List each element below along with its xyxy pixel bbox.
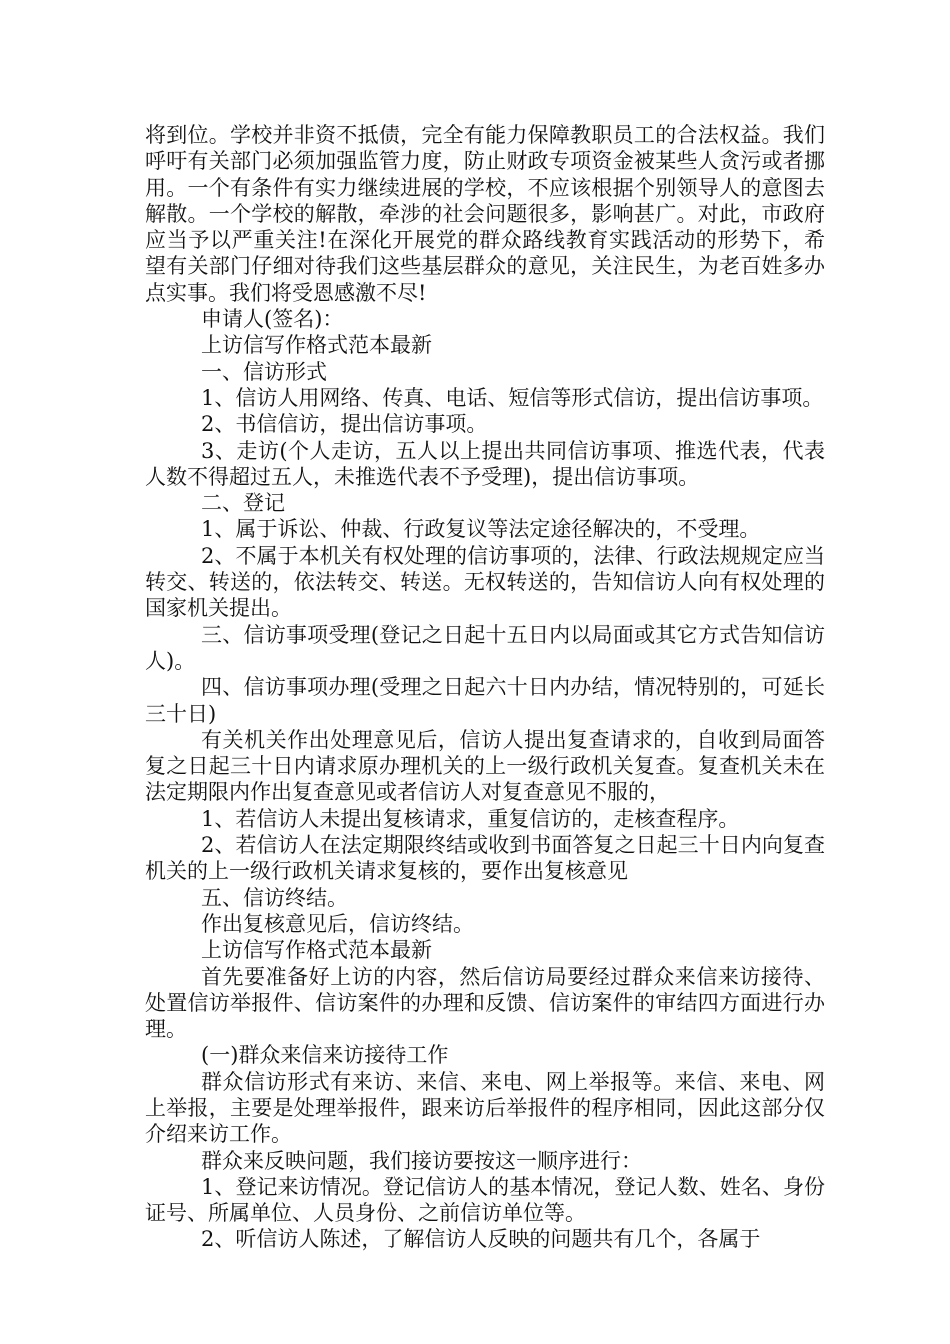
list-item: 2、不属于本机关有权处理的信访事项的，法律、行政法规规定应当转交、转送的，依法转交、转送。无权转送的，告知信访人向有权处理的国家机关提出。: [145, 543, 825, 621]
list-item: 1、登记来访情况。登记信访人的基本情况，登记人数、姓名、身份证号、所属单位、人员身份、之前信访单位等。: [145, 1174, 825, 1226]
section-heading-termination: 五、信访终结。: [201, 885, 348, 910]
section-heading-acceptance: 三、信访事项受理(登记之日起十五日内以局面或其它方式告知信访人)。: [145, 622, 825, 673]
document-body: [145, 122, 825, 1253]
paragraph-petition-forms: 群众信访形式有来访、来信、来电、网上举报等。来信、来电、网上举报，主要是处理举报件，跟来访后举报件的程序相同，因此这部分仅介绍来访工作。: [145, 1069, 825, 1147]
paragraph-petition-body: 将到位。学校并非资不抵债，完全有能力保障教职员工的合法权益。我们呼吁有关部门必须加强监管力度，防止财政专项资金被某些人贪污或者挪用。一个有条件有实力继续进展的学校，不应该根据个别领导人的意图去解散。一个学校的解散，牵涉的社会问题很多，影响甚广。对此，市政府应当予以严重关注!在深化开展党的群众路线教育实践活动的形势下，希望有关部门仔细对待我们这些基层群众的意见，关注民生，为老百姓多办点实事。我们将受恩感激不尽!: [145, 123, 825, 305]
list-item: 1、若信访人未提出复核请求，重复信访的，走核查程序。: [201, 806, 740, 831]
section-heading-registration: 二、登记: [201, 491, 285, 516]
paragraph-preparation: 首先要准备好上访的内容，然后信访局要经过群众来信来访接待、处置信访举报件、信访案件的办理和反馈、信访案件的审结四方面进行办理。: [145, 964, 825, 1042]
section-heading-template: 上访信写作格式范本最新: [201, 333, 432, 358]
list-item: 1、信访人用网络、传真、电话、短信等形式信访，提出信访事项。: [201, 385, 824, 410]
paragraph-termination: 作出复核意见后，信访终结。: [201, 911, 474, 936]
list-item: 2、听信访人陈述，了解信访人反映的问题共有几个，各属于: [201, 1227, 761, 1252]
list-item: 1、属于诉讼、仲裁、行政复议等法定途径解决的，不受理。: [201, 517, 761, 542]
list-item: 2、若信访人在法定期限终结或收到书面答复之日起三十日内向复查机关的上一级行政机关请求复核的，要作出复核意见: [145, 833, 825, 884]
paragraph-applicant-signature: 申请人(签名)：: [201, 307, 344, 332]
section-heading-petition-forms: 一、信访形式: [201, 359, 327, 384]
section-heading-template: 上访信写作格式范本最新: [201, 938, 432, 963]
section-heading-handling: 四、信访事项办理(受理之日起六十日内办结，情况特别的，可延长三十日): [145, 675, 825, 726]
list-item: 2、书信信访，提出信访事项。: [201, 412, 488, 437]
paragraph-reception-order: 群众来反映问题，我们接访要按这一顺序进行：: [201, 1148, 642, 1173]
paragraph-review: 有关机关作出处理意见后，信访人提出复查请求的，自收到局面答复之日起三十日内请求原办理机关的上一级行政机关复查。复查机关未在法定期限内作出复查意见或者信访人对复查意见不服的，: [145, 727, 825, 805]
section-heading-reception: (一)群众来信来访接待工作: [201, 1043, 449, 1068]
list-item: 3、走访(个人走访，五人以上提出共同信访事项、推选代表，代表人数不得超过五人，未推选代表不予受理)，提出信访事项。: [145, 438, 825, 489]
